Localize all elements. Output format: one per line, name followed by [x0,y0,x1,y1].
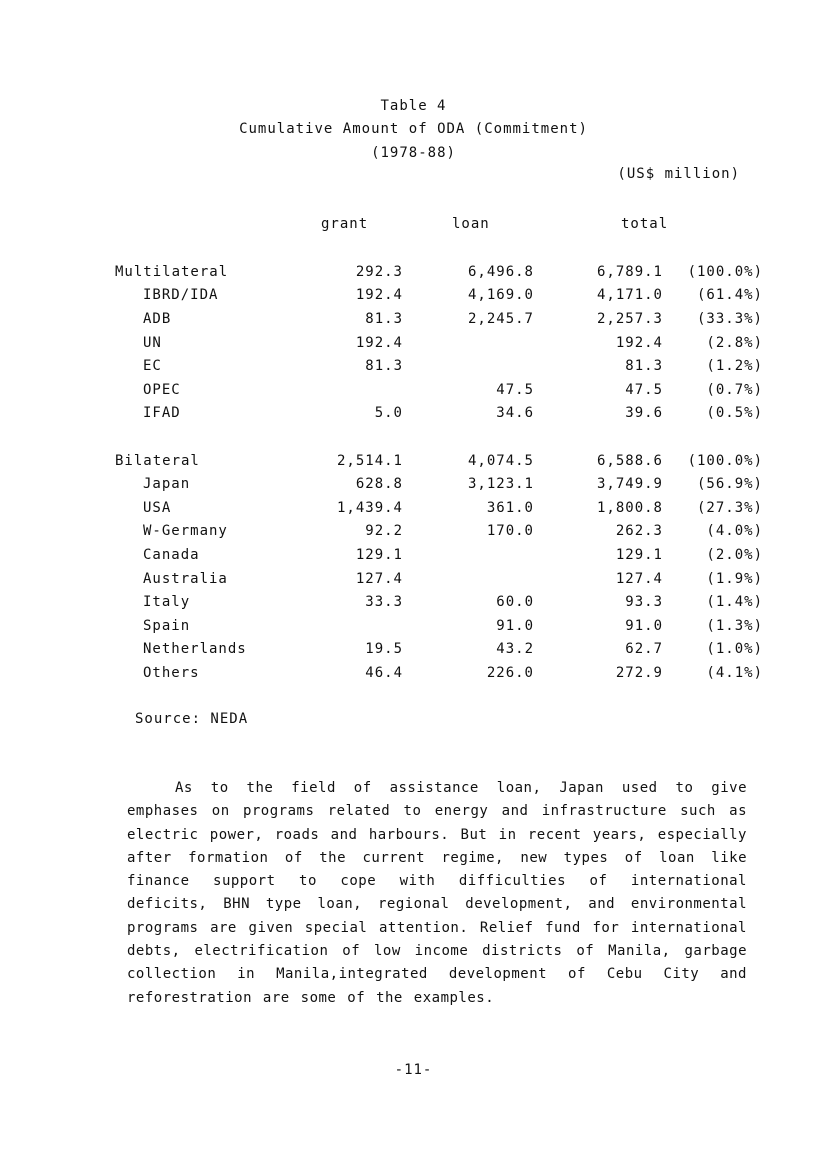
grant-cell: 46.4 [365,664,403,681]
loan-cell: 2,245.7 [467,310,534,327]
column-header-loan: loan [452,216,490,232]
table-row [115,567,763,591]
loan-cell: 47.5 [496,381,534,398]
percent-cell: (100.0%) [687,452,763,469]
row-name: UN [143,334,162,351]
loan-cell [403,331,534,355]
table-number: Table 4 [380,98,447,114]
row-name: Others [143,664,200,681]
grant-cell: 2,514.1 [336,452,403,469]
loan-cell: 4,074.5 [467,452,534,469]
total-cell: 272.9 [615,664,663,681]
loan-cell [403,567,534,591]
grant-cell [313,614,403,638]
grant-cell: 628.8 [355,476,403,493]
row-name: IBRD/IDA [143,287,219,304]
row-name: EC [143,358,162,375]
total-cell: 3,749.9 [596,476,663,493]
loan-cell [403,543,534,567]
total-cell: 1,800.8 [596,499,663,516]
grant-cell: 19.5 [365,641,403,658]
percent-cell: (56.9%) [696,476,763,493]
percent-cell: (0.7%) [706,381,763,398]
total-cell: 2,257.3 [596,310,663,327]
column-header-total: total [621,216,669,232]
units-label: (US$ million) [617,166,740,182]
percent-cell: (0.5%) [706,405,763,422]
row-name: OPEC [143,381,181,398]
row-name: Japan [143,476,191,493]
loan-cell [403,354,534,378]
grant-cell: 5.0 [374,405,403,422]
percent-cell: (1.9%) [706,570,763,587]
table-row [115,496,763,520]
page-number: -11- [394,1062,433,1078]
table-row [115,661,763,685]
total-cell: 81.3 [625,358,663,375]
total-cell: 129.1 [615,546,663,563]
percent-cell: (1.2%) [706,358,763,375]
grant-cell: 192.4 [355,287,403,304]
row-name: Canada [143,546,200,563]
table-row [115,284,763,308]
total-cell: 39.6 [625,405,663,422]
grant-cell [313,378,403,402]
percent-cell: (2.8%) [706,334,763,351]
grant-cell: 81.3 [365,358,403,375]
table-row [115,543,763,567]
row-name: Italy [143,594,191,611]
table-row [115,638,763,662]
percent-cell: (61.4%) [696,287,763,304]
table-row [115,307,763,331]
row-name: W-Germany [143,523,228,540]
grant-cell: 129.1 [355,546,403,563]
row-name: USA [143,499,172,516]
total-cell: 6,789.1 [596,263,663,280]
row-name: IFAD [143,405,181,422]
total-cell: 6,588.6 [596,452,663,469]
row-name: Multilateral [115,263,229,280]
table-group-row [115,449,763,473]
grant-cell: 192.4 [355,334,403,351]
grant-cell: 92.2 [365,523,403,540]
row-name: Bilateral [115,452,200,469]
source-note: Source: NEDA [135,711,249,727]
loan-cell: 6,496.8 [467,263,534,280]
loan-cell: 60.0 [496,594,534,611]
table-group-row [115,260,763,284]
total-cell: 91.0 [625,617,663,634]
table-spacer-row [115,425,763,449]
loan-cell: 361.0 [486,499,534,516]
table-row [115,354,763,378]
grant-cell: 1,439.4 [336,499,403,516]
total-cell: 127.4 [615,570,663,587]
grant-cell: 81.3 [365,310,403,327]
grant-cell: 33.3 [365,594,403,611]
loan-cell: 91.0 [496,617,534,634]
total-cell: 47.5 [625,381,663,398]
percent-cell: (1.4%) [706,594,763,611]
row-name: Australia [143,570,228,587]
percent-cell: (2.0%) [706,546,763,563]
total-cell: 192.4 [615,334,663,351]
percent-cell: (1.3%) [706,617,763,634]
total-cell: 262.3 [615,523,663,540]
row-name: Netherlands [143,641,247,658]
table-row [115,378,763,402]
total-cell: 62.7 [625,641,663,658]
table-row [115,402,763,426]
table-row [115,472,763,496]
percent-cell: (27.3%) [696,499,763,516]
table-period: (1978-88) [371,145,456,161]
loan-cell: 4,169.0 [467,287,534,304]
loan-cell: 170.0 [486,523,534,540]
table-title: Cumulative Amount of ODA (Commitment) [239,121,588,137]
total-cell: 4,171.0 [596,287,663,304]
percent-cell: (33.3%) [696,310,763,327]
loan-cell: 43.2 [496,641,534,658]
total-cell: 93.3 [625,594,663,611]
oda-table [115,260,763,685]
grant-cell: 292.3 [355,263,403,280]
table-row [115,614,763,638]
table-row [115,331,763,355]
table-row [115,590,763,614]
percent-cell: (4.0%) [706,523,763,540]
table-row [115,520,763,544]
row-name: ADB [143,310,172,327]
percent-cell: (1.0%) [706,641,763,658]
loan-cell: 34.6 [496,405,534,422]
percent-cell: (100.0%) [687,263,763,280]
body-paragraph [127,777,747,1010]
row-name: Spain [143,617,191,634]
paragraph-text: As to the field of assistance loan, Japan used to give emphases on programs related to energy and infrastructure such as electric power, roads and harbours. But in recent years, especially after formation of the current regime, new types of loan like finance support to cope with difficulties of international deficits, BHN type loan, regional development, and environmental programs are given special attention. Relief fund for international debts, electrification of low income districts of Manila, garbage collection in Manila,integrated development of Cebu City and reforestration are some of the examples. [127,780,747,1006]
percent-cell: (4.1%) [706,664,763,681]
loan-cell: 226.0 [486,664,534,681]
loan-cell: 3,123.1 [467,476,534,493]
grant-cell: 127.4 [355,570,403,587]
column-header-grant: grant [321,216,369,232]
